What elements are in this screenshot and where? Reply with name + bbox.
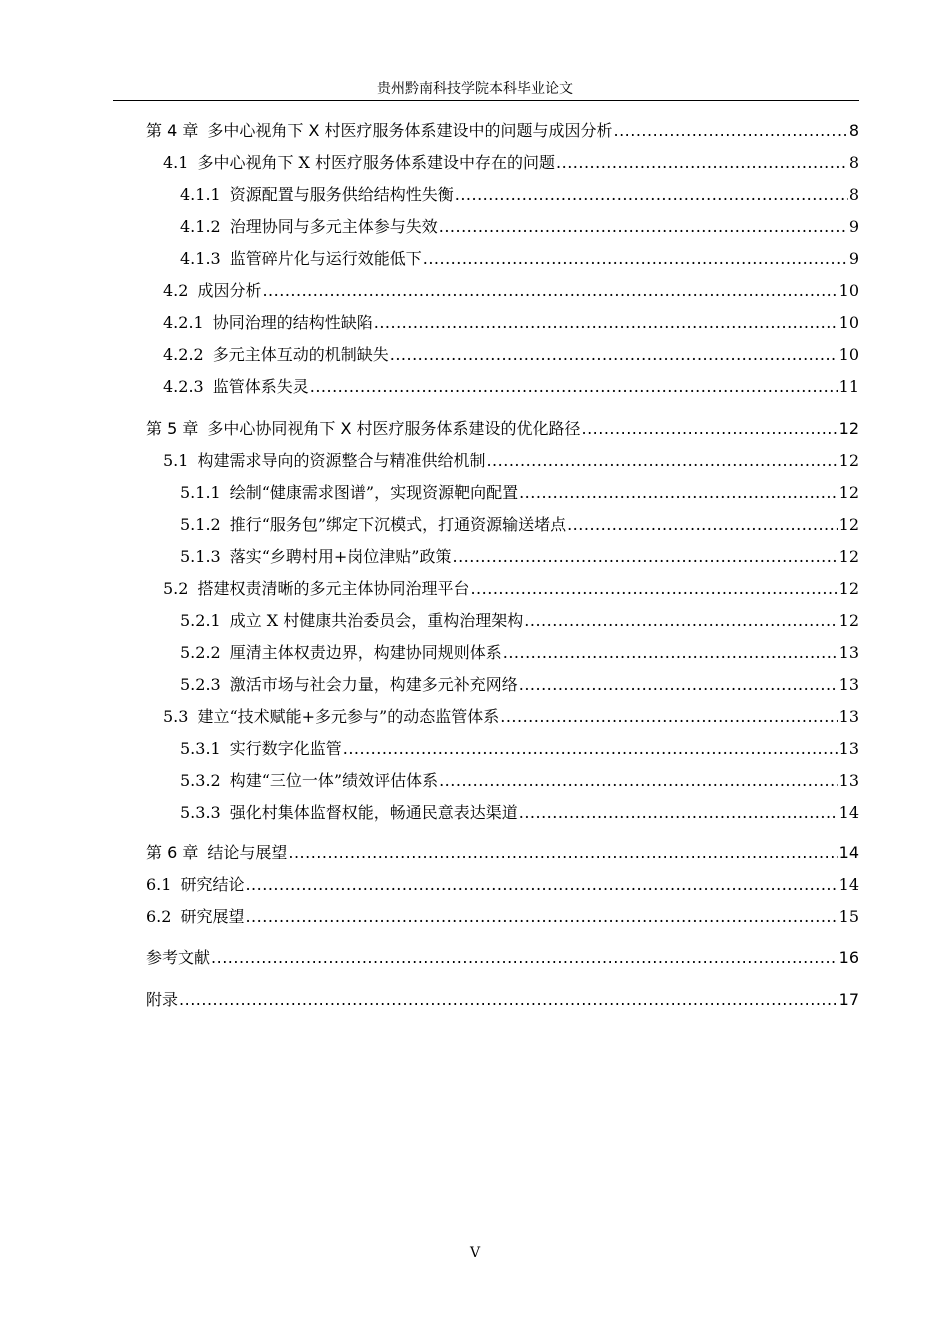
toc-entry-number: 5.2.3 (180, 675, 221, 694)
toc-entry[interactable] (180, 546, 859, 568)
toc-entry-page: 15 (838, 907, 859, 926)
toc-entry[interactable] (180, 738, 859, 760)
toc-entry[interactable] (180, 216, 859, 238)
toc-entry-title: 推行“服务包”绑定下沉模式，打通资源输送堵点 (229, 515, 567, 534)
toc-entry-page: 12 (838, 611, 859, 630)
toc-entry-page: 14 (838, 875, 859, 894)
toc-dot-leader (519, 802, 838, 824)
toc-entry[interactable] (146, 842, 859, 864)
toc-dot-leader (486, 450, 837, 472)
toc-entry-label (146, 906, 244, 928)
toc-dot-leader (245, 874, 837, 896)
toc-entry-page: 8 (848, 185, 859, 204)
toc-entry-number: 5.3 (163, 707, 189, 726)
toc-entry-title: 成因分析 (197, 281, 262, 300)
toc-dot-leader (470, 578, 837, 600)
toc-entry-label (146, 874, 244, 896)
toc-dot-leader (582, 418, 838, 440)
toc-entry-page: 14 (838, 843, 859, 862)
toc-entry-title: 成立 X 村健康共治委员会，重构治理架构 (229, 611, 524, 630)
toc-entry-page: 12 (838, 547, 859, 566)
toc-entry-number: 5.3.3 (180, 803, 221, 822)
toc-dot-leader (288, 842, 837, 864)
toc-dot-leader (503, 642, 838, 664)
toc-dot-leader (310, 376, 838, 398)
toc-dot-leader (614, 120, 848, 142)
toc-entry-title: 资源配置与服务供给结构性失衡 (229, 185, 454, 204)
toc-entry[interactable] (180, 674, 859, 696)
toc-entry-number: 4.1.1 (180, 185, 221, 204)
toc-entry-number: 4.2.3 (163, 377, 204, 396)
running-header: 贵州黔南科技学院本科毕业论文 (377, 81, 573, 97)
toc-entry[interactable] (163, 312, 859, 334)
toc-entry-page: 13 (838, 643, 859, 662)
toc-entry-label (180, 248, 422, 270)
toc-entry[interactable] (146, 989, 859, 1011)
toc-entry-title: 协同治理的结构性缺陷 (212, 313, 373, 332)
toc-entry-title: 构建“三位一体”绩效评估体系 (229, 771, 439, 790)
toc-entry-label (146, 842, 287, 864)
toc-entry-number: 5.3.1 (180, 739, 221, 758)
toc-entry-title: 强化村集体监督权能，畅通民意表达渠道 (229, 803, 518, 822)
toc-entry-label (146, 120, 613, 142)
toc-entry-title: 结论与展望 (207, 843, 288, 862)
toc-entry[interactable] (180, 770, 859, 792)
toc-entry-page: 17 (838, 990, 859, 1009)
toc-entry-page: 14 (838, 803, 859, 822)
toc-entry-page: 12 (838, 515, 859, 534)
toc-dot-leader (455, 184, 848, 206)
toc-entry-title: 多元主体互动的机制缺失 (212, 345, 389, 364)
toc-entry[interactable] (146, 418, 859, 440)
toc-entry-label (180, 770, 438, 792)
toc-entry-title: 实行数字化监管 (229, 739, 342, 758)
toc-entry-label (163, 344, 389, 366)
toc-entry-title: 落实“乡聘村用+岗位津贴”政策 (229, 547, 452, 566)
toc-entry-label (180, 642, 502, 664)
toc-entry-page: 12 (838, 579, 859, 598)
toc-entry-label (180, 482, 518, 504)
toc-dot-leader (500, 706, 837, 728)
toc-entry-page: 10 (838, 345, 859, 364)
toc-entry-title: 研究结论 (180, 875, 245, 894)
toc-entry[interactable] (180, 610, 859, 632)
toc-entry-number: 5.2.2 (180, 643, 221, 662)
toc-entry-page: 13 (838, 771, 859, 790)
toc-entry-number: 第 5 章 (146, 419, 199, 438)
toc-entry-number: 4.1.3 (180, 249, 221, 268)
toc-entry[interactable] (163, 450, 859, 472)
toc-entry[interactable] (180, 642, 859, 664)
toc-entry-title: 多中心视角下 X 村医疗服务体系建设中存在的问题 (197, 153, 556, 172)
toc-entry-title: 参考文献 (146, 948, 211, 967)
toc-entry-label (180, 674, 518, 696)
toc-entry-number: 6.1 (146, 875, 172, 894)
toc-entry-label (163, 706, 499, 728)
toc-entry-title: 多中心协同视角下 X 村医疗服务体系建设的优化路径 (207, 419, 581, 438)
toc-entry-title: 治理协同与多元主体参与失效 (229, 217, 438, 236)
toc-entry[interactable] (163, 706, 859, 728)
toc-dot-leader (453, 546, 838, 568)
toc-entry-page: 10 (838, 313, 859, 332)
toc-entry-number: 4.2.2 (163, 345, 204, 364)
toc-entry[interactable] (146, 906, 859, 928)
toc-entry-number: 6.2 (146, 907, 172, 926)
toc-entry[interactable] (180, 514, 859, 536)
toc-entry-number: 5.2 (163, 579, 189, 598)
toc-entry-page: 10 (838, 281, 859, 300)
toc-entry-label (180, 546, 452, 568)
toc-entry-page: 12 (838, 483, 859, 502)
toc-entry-number: 4.1.2 (180, 217, 221, 236)
toc-entry-label (180, 184, 454, 206)
toc-dot-leader (439, 770, 838, 792)
toc-entry-page: 12 (838, 419, 859, 438)
toc-dot-leader (374, 312, 838, 334)
toc-entry-page: 9 (848, 249, 859, 268)
toc-entry[interactable] (180, 184, 859, 206)
toc-entry-title: 建立“技术赋能+多元参与”的动态监管体系 (197, 707, 500, 726)
toc-entry-page: 8 (848, 121, 859, 140)
toc-entry-page: 8 (848, 153, 859, 172)
toc-entry-title: 构建需求导向的资源整合与精准供给机制 (197, 451, 486, 470)
toc-entry[interactable] (180, 802, 859, 824)
toc-dot-leader (519, 674, 838, 696)
toc-dot-leader (556, 152, 848, 174)
toc-entry-number: 5.1.3 (180, 547, 221, 566)
toc-entry[interactable] (146, 120, 859, 142)
toc-entry-number: 5.1.2 (180, 515, 221, 534)
toc-entry-page: 11 (838, 377, 859, 396)
toc-entry[interactable] (163, 280, 859, 302)
toc-entry-label (146, 418, 581, 440)
toc-entry[interactable] (146, 947, 859, 969)
toc-entry-label (163, 312, 373, 334)
toc-entry-number: 第 4 章 (146, 121, 199, 140)
toc-dot-leader (439, 216, 848, 238)
toc-entry[interactable] (180, 248, 859, 270)
toc-entry-label (163, 280, 261, 302)
toc-entry-number: 5.1.1 (180, 483, 221, 502)
toc-entry-title: 监管碎片化与运行效能低下 (229, 249, 422, 268)
toc-entry-page: 13 (838, 675, 859, 694)
toc-entry-number: 5.2.1 (180, 611, 221, 630)
toc-entry-label (146, 989, 178, 1011)
toc-entry-title: 监管体系失灵 (212, 377, 309, 396)
toc-entry[interactable] (163, 344, 859, 366)
toc-dot-leader (245, 906, 837, 928)
toc-entry-number: 4.2 (163, 281, 189, 300)
toc-entry-title: 多中心视角下 X 村医疗服务体系建设中的问题与成因分析 (207, 121, 613, 140)
toc-entry-number: 4.2.1 (163, 313, 204, 332)
toc-entry-number: 第 6 章 (146, 843, 199, 862)
toc-entry-label (163, 376, 309, 398)
toc-entry-title: 绘制“健康需求图谱”，实现资源靶向配置 (229, 483, 519, 502)
toc-entry-label (180, 802, 518, 824)
toc-dot-leader (390, 344, 838, 366)
toc-entry-title: 附录 (146, 990, 179, 1009)
page-number: V (469, 1245, 481, 1261)
toc-entry-title: 研究展望 (180, 907, 245, 926)
toc-entry-page: 12 (838, 451, 859, 470)
toc-entry[interactable] (146, 874, 859, 896)
toc-entry-page: 13 (838, 707, 859, 726)
toc-dot-leader (262, 280, 837, 302)
toc-entry-number: 5.3.2 (180, 771, 221, 790)
toc-dot-leader (423, 248, 848, 270)
toc-entry-label (146, 947, 210, 969)
toc-dot-leader (519, 482, 838, 504)
toc-entry-label (180, 514, 566, 536)
toc-entry[interactable] (163, 578, 859, 600)
header-rule (113, 100, 859, 101)
toc-entry[interactable] (163, 152, 859, 174)
toc-dot-leader (211, 947, 838, 969)
toc-entry-title: 厘清主体权责边界，构建协同规则体系 (229, 643, 502, 662)
toc-entry-number: 5.1 (163, 451, 189, 470)
toc-dot-leader (567, 514, 838, 536)
toc-entry-label (163, 578, 469, 600)
toc-entry-label (180, 610, 523, 632)
toc-entry-label (180, 738, 342, 760)
toc-dot-leader (179, 989, 838, 1011)
toc-entry-title: 搭建权责清晰的多元主体协同治理平台 (197, 579, 470, 598)
toc-entry-page: 9 (848, 217, 859, 236)
toc-entry[interactable] (163, 376, 859, 398)
toc-entry[interactable] (180, 482, 859, 504)
toc-entry-label (163, 450, 485, 472)
toc-entry-page: 13 (838, 739, 859, 758)
toc-entry-page: 16 (838, 948, 859, 967)
toc-entry-number: 4.1 (163, 153, 189, 172)
toc-dot-leader (524, 610, 837, 632)
toc-dot-leader (343, 738, 838, 760)
toc-entry-title: 激活市场与社会力量，构建多元补充网络 (229, 675, 518, 694)
toc-entry-label (163, 152, 555, 174)
toc-entry-label (180, 216, 438, 238)
